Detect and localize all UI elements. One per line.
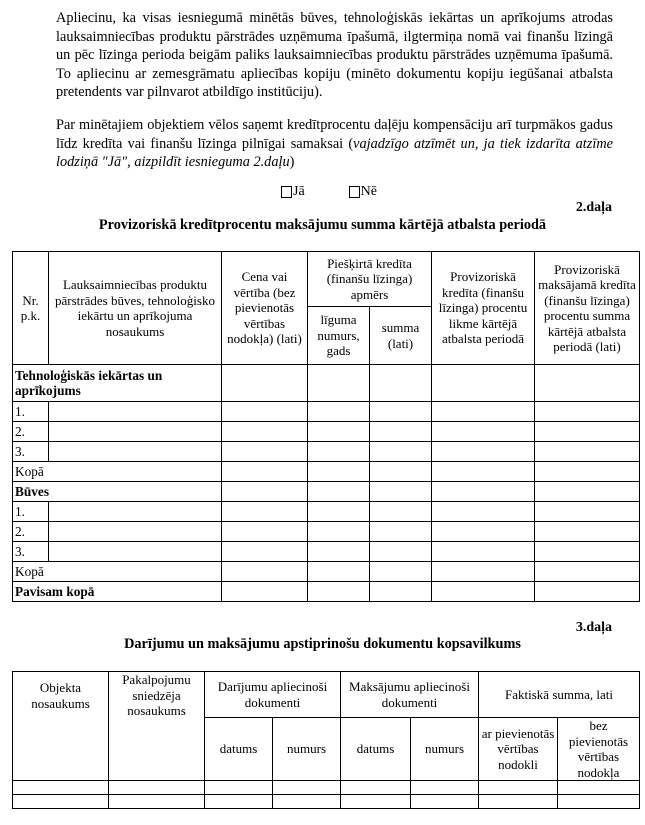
table-cell[interactable]	[308, 502, 370, 522]
part2-label: 2.daļa	[575, 200, 612, 215]
table-cell[interactable]	[341, 781, 411, 795]
table-cell[interactable]	[13, 795, 109, 809]
header-with-vat: ar pievienotās vērtības nodokli	[479, 718, 558, 781]
table-cell[interactable]	[222, 562, 308, 582]
row-number: 3.	[13, 542, 49, 562]
table-cell[interactable]	[341, 795, 411, 809]
table-cell[interactable]	[222, 365, 308, 402]
table-cell[interactable]	[370, 542, 432, 562]
table-cell[interactable]	[370, 462, 432, 482]
table-cell[interactable]	[432, 462, 535, 482]
table-cell[interactable]	[273, 795, 341, 809]
table-cell[interactable]	[535, 582, 640, 602]
yes-label: Jā	[293, 184, 305, 199]
table-cell[interactable]	[308, 482, 370, 502]
table-cell[interactable]	[432, 442, 535, 462]
section-equipment: Tehnoloģiskās iekārtas un aprīkojums	[13, 365, 222, 402]
header-price: Cena vai vērtība (bez pievienotās vērtības nodokļa) (lati)	[222, 252, 308, 365]
subtotal-label: Kopā	[13, 462, 222, 482]
table-cell[interactable]	[49, 442, 222, 462]
table-cell[interactable]	[370, 365, 432, 402]
compensation-text-end: )	[289, 154, 295, 171]
header-payment-docs: Maksājumu apliecinoši dokumenti	[341, 672, 479, 718]
table-cell[interactable]	[308, 582, 370, 602]
grand-total-label: Pavisam kopā	[13, 582, 222, 602]
part2-title: Provizoriskā kredītprocentu maksājumu summa kārtējā atbalsta periodā	[98, 217, 547, 233]
table-cell[interactable]	[535, 422, 640, 442]
compensation-paragraph	[56, 116, 613, 172]
table-cell[interactable]	[411, 781, 479, 795]
table-cell[interactable]	[370, 522, 432, 542]
table-cell[interactable]	[432, 562, 535, 582]
compensation-instruction: vajadzīgo atzīmēt un, ja tiek izdarīta atzīme lodziņā "Jā", aizpildīt iesnieguma 2.daļu	[56, 135, 613, 171]
row-number: 1.	[13, 502, 49, 522]
table-cell[interactable]	[432, 422, 535, 442]
subtotal-row	[13, 562, 640, 582]
table-cell[interactable]	[308, 402, 370, 422]
table-cell[interactable]	[432, 402, 535, 422]
table-cell[interactable]	[535, 542, 640, 562]
compensation-text: Par minētajiem objektiem vēlos saņemt kredītprocentu daļēju kompensāciju arī turpmākos gadus līdz kredīta vai finanšu līzinga pilnīgai samaksai (	[56, 117, 613, 152]
table-cell[interactable]	[535, 522, 640, 542]
no-option[interactable]	[349, 184, 377, 200]
table-cell[interactable]	[370, 422, 432, 442]
table-cell[interactable]	[479, 781, 558, 795]
table-cell[interactable]	[205, 795, 273, 809]
table-cell[interactable]	[222, 582, 308, 602]
row-number: 3.	[13, 442, 49, 462]
header-interest-rate: Provizoriskā kredīta (finanšu līzinga) procentu likme kārtējā atbalsta periodā	[432, 252, 535, 365]
header-object-name: Lauksaimniecības produktu pārstrādes būves, tehnoloģisko iekārtu un aprīkojuma nosaukums	[49, 252, 222, 365]
row-number: 2.	[13, 422, 49, 442]
table-cell[interactable]	[535, 462, 640, 482]
table-cell[interactable]	[205, 781, 273, 795]
table-cell[interactable]	[222, 442, 308, 462]
table-cell[interactable]	[479, 795, 558, 809]
table-cell[interactable]	[222, 482, 308, 502]
header-provider: Pakalpojumu sniedzēja nosaukums	[109, 672, 205, 781]
table-cell[interactable]	[222, 502, 308, 522]
subtotal-label: Kopā	[13, 562, 222, 582]
table-cell[interactable]	[535, 402, 640, 422]
no-label: Nē	[360, 184, 377, 199]
table-row	[13, 442, 640, 462]
table-cell[interactable]	[13, 781, 109, 795]
documents-summary-table	[12, 671, 640, 809]
table-cell[interactable]	[535, 442, 640, 462]
section-buildings: Būves	[13, 482, 222, 502]
table-cell[interactable]	[109, 795, 205, 809]
table-cell[interactable]	[432, 482, 535, 502]
table-cell[interactable]	[432, 542, 535, 562]
table-cell[interactable]	[535, 562, 640, 582]
table-cell[interactable]	[308, 442, 370, 462]
table-cell[interactable]	[222, 522, 308, 542]
table-cell[interactable]	[535, 502, 640, 522]
yes-no-choice	[281, 184, 377, 200]
part3-title: Darījumu un maksājumu apstiprinošu dokumentu kopsavilkums	[124, 636, 521, 652]
subtotal-row	[13, 462, 640, 482]
grand-total-row	[13, 582, 640, 602]
table-cell[interactable]	[273, 781, 341, 795]
header-deal-number: numurs	[273, 718, 341, 781]
header-contract-number: līguma numurs, gads	[308, 307, 370, 365]
yes-checkbox[interactable]	[281, 186, 292, 198]
table-cell[interactable]	[370, 502, 432, 522]
table-cell[interactable]	[370, 562, 432, 582]
table-cell[interactable]	[432, 522, 535, 542]
table-row	[13, 422, 640, 442]
table-cell[interactable]	[432, 582, 535, 602]
table-cell[interactable]	[222, 422, 308, 442]
header-payable-interest: Provizoriskā maksājamā kredīta (finanšu līzinga) procentu summa kārtējā atbalsta periodā (lati)	[535, 252, 640, 365]
table-cell[interactable]	[370, 582, 432, 602]
table-cell[interactable]	[222, 542, 308, 562]
table-cell[interactable]	[308, 542, 370, 562]
header-actual-sum: Faktiskā summa, lati	[479, 672, 640, 718]
header-deal-docs: Darījumu apliecinoši dokumenti	[205, 672, 341, 718]
table-cell[interactable]	[535, 365, 640, 402]
table-row	[13, 795, 640, 809]
table-cell[interactable]	[49, 402, 222, 422]
table-cell[interactable]	[49, 502, 222, 522]
table-row	[13, 522, 640, 542]
header-without-vat: bez pievienotās vērtības nodokļa	[558, 718, 640, 781]
table-cell[interactable]	[222, 462, 308, 482]
table-cell[interactable]	[535, 482, 640, 502]
no-checkbox[interactable]	[349, 186, 360, 198]
table-cell[interactable]	[308, 365, 370, 402]
row-number: 2.	[13, 522, 49, 542]
table-cell[interactable]	[432, 502, 535, 522]
part3-label: 3.daļa	[575, 620, 612, 635]
table-cell[interactable]	[109, 781, 205, 795]
header-nr: Nr. p.k.	[13, 252, 49, 365]
table-row	[13, 542, 640, 562]
table-cell[interactable]	[370, 402, 432, 422]
table-cell[interactable]	[49, 542, 222, 562]
yes-option[interactable]	[281, 184, 305, 200]
header-amount: summa (lati)	[370, 307, 432, 365]
header-payment-number: numurs	[411, 718, 479, 781]
table-row	[13, 502, 640, 522]
row-number: 1.	[13, 402, 49, 422]
table-cell[interactable]	[558, 795, 640, 809]
table-cell[interactable]	[308, 422, 370, 442]
table-row	[13, 402, 640, 422]
table-cell[interactable]	[49, 422, 222, 442]
table-cell[interactable]	[308, 522, 370, 542]
table-cell[interactable]	[411, 795, 479, 809]
table-cell[interactable]	[370, 442, 432, 462]
table-cell[interactable]	[558, 781, 640, 795]
header-deal-date: datums	[205, 718, 273, 781]
header-object: Objekta nosaukums	[13, 672, 109, 781]
table-cell[interactable]	[308, 562, 370, 582]
table-cell[interactable]	[49, 522, 222, 542]
header-payment-date: datums	[341, 718, 411, 781]
interest-payment-table	[12, 251, 640, 602]
header-granted-credit: Piešķirtā kredīta (finanšu līzinga) apmērs	[308, 252, 432, 307]
table-row	[13, 781, 640, 795]
table-cell[interactable]	[308, 462, 370, 482]
confirmation-paragraph: Apliecinu, ka visas iesniegumā minētās būves, tehnoloģiskās iekārtas un aprīkojums atrodas lauksaimniecības produktu pārstrādes uzņēmuma īpašumā, ilgtermiņa nomā vai finanšu līzingā un pēc līzinga perioda beigām paliks lauksaimniecības produktu pārstrādes uzņēmuma īpašumā. To apliecinu ar zemesgrāmatu apliecības kopiju (minēto dokumentu kopiju iegūšanai atbalsta pretendents var pilnvarot atbildīgo institūciju).	[56, 10, 613, 101]
table-cell[interactable]	[432, 365, 535, 402]
table-cell[interactable]	[370, 482, 432, 502]
table-cell[interactable]	[222, 402, 308, 422]
